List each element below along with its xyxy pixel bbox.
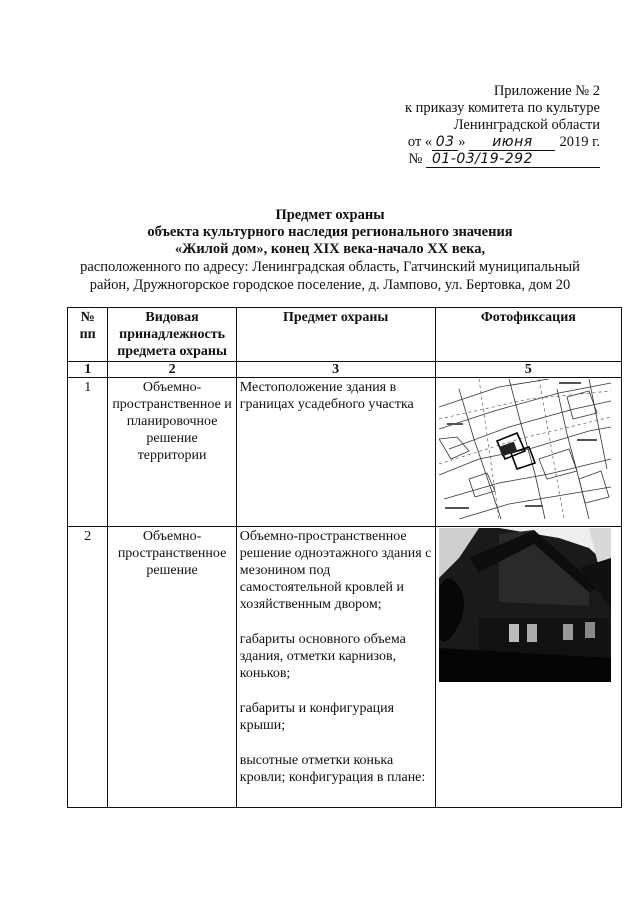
row-kind: Объемно-пространственное и планировочное решение территории xyxy=(108,378,236,527)
appendix-order-ref: к приказу комитета по культуре xyxy=(404,100,600,116)
document-title xyxy=(40,207,620,294)
appendix-number: Приложение № 2 xyxy=(493,83,600,99)
header-photo: Фотофиксация xyxy=(435,308,621,362)
date-prefix: от « xyxy=(407,134,433,150)
number-prefix: № xyxy=(408,151,423,167)
appendix-region: Ленинградской области xyxy=(453,117,600,133)
date-day-handwritten: 03 xyxy=(432,135,458,151)
description-text: Местоположение здания в границах усадебного участка xyxy=(239,380,414,412)
appendix-header xyxy=(405,83,600,168)
table-header-row xyxy=(68,308,622,362)
title-address-2: район, Дружногорское городское поселение, д. Лампово, ул. Бертовка, дом 20 xyxy=(89,277,571,293)
date-year: 2019 г. xyxy=(559,134,600,150)
index-cell: 2 xyxy=(108,362,236,378)
row-number: 2 xyxy=(68,527,108,808)
table-row xyxy=(68,527,622,808)
title-line-2: объекта культурного наследия регионального значения xyxy=(147,224,513,240)
row-description xyxy=(236,527,435,808)
index-cell: 3 xyxy=(236,362,435,378)
header-subject: Предмет охраны xyxy=(236,308,435,362)
title-address-1: расположенного по адресу: Ленинградская область, Гатчинский муниципальный xyxy=(80,259,580,275)
description-text: высотные отметки конька кровли; конфигурация в плане: xyxy=(239,753,426,785)
site-plan-image xyxy=(439,379,611,519)
appendix-order-number xyxy=(405,151,600,168)
row-description xyxy=(236,378,435,527)
description-text: габариты и конфигурация крыши; xyxy=(239,701,395,733)
house-photo-image xyxy=(439,528,611,682)
title-line-1: Предмет охраны xyxy=(275,207,385,223)
date-mid: » xyxy=(458,134,466,150)
house-photo-cell xyxy=(435,527,621,808)
index-cell: 5 xyxy=(435,362,621,378)
title-line-3: «Жилой дом», конец XIX века-начало XX века, xyxy=(174,241,486,257)
row-kind: Объемно-пространственное решение xyxy=(108,527,236,808)
row-number: 1 xyxy=(68,378,108,527)
index-cell: 1 xyxy=(68,362,108,378)
description-text: Объемно-пространственное решение одноэтажного здания с мезонином под самостоятельной кровлей и хозяйственным двором; xyxy=(239,529,432,612)
protection-table xyxy=(67,307,622,808)
site-plan-photo-cell xyxy=(435,378,621,527)
description-text: габариты основного объема здания, отметки карнизов, коньков; xyxy=(239,632,406,681)
table-row xyxy=(68,378,622,527)
table-index-row xyxy=(68,362,622,378)
appendix-date xyxy=(405,134,600,151)
date-month-handwritten: июня xyxy=(469,135,555,151)
order-number-handwritten: 01-03/19-292 xyxy=(426,152,600,168)
header-num: № пп xyxy=(68,308,108,362)
header-kind: Видовая принадлежность предмета охраны xyxy=(108,308,236,362)
